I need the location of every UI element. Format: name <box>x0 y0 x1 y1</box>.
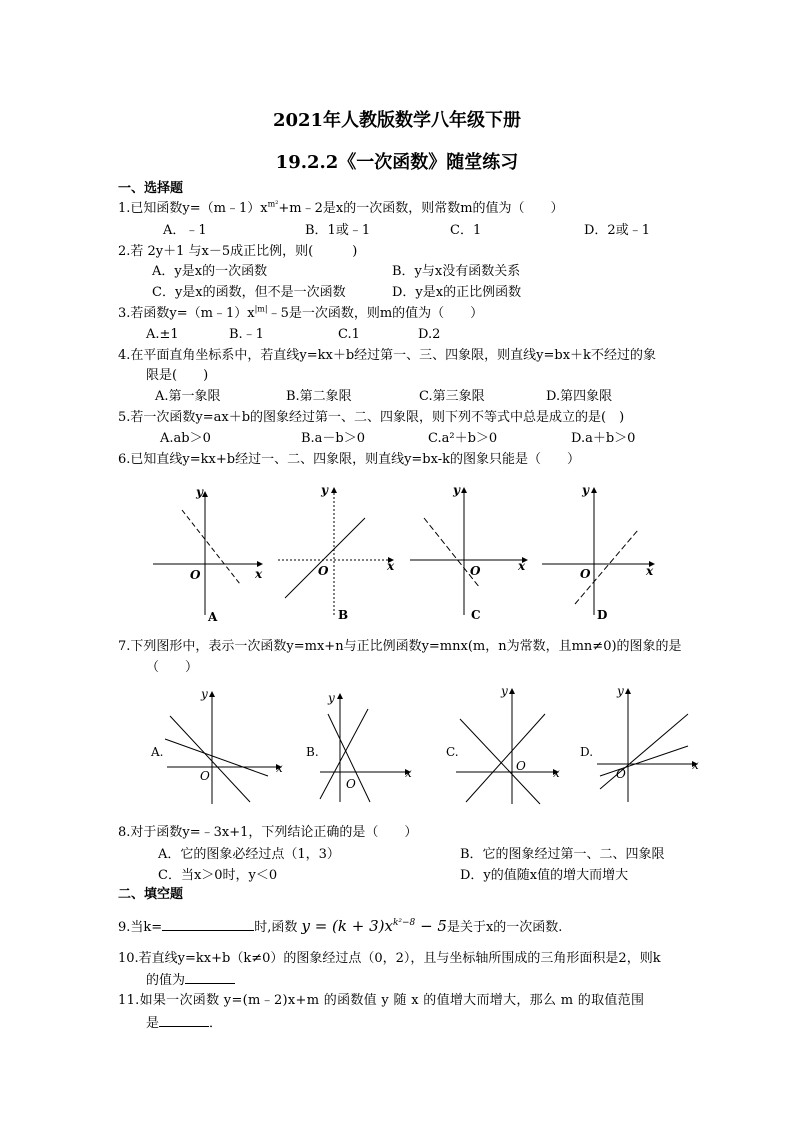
q6-graph-a <box>153 485 263 624</box>
q7-stem-cont: （ ） <box>146 660 199 675</box>
section-choice: 一、选择题 <box>118 181 184 196</box>
q3-option-d: D.2 <box>418 327 441 342</box>
q1-option-a: A．﹣1 <box>163 223 207 238</box>
q4-option-d: D.第四象限 <box>546 389 613 404</box>
q9-blank[interactable] <box>162 918 254 931</box>
q7-stem: 7.下列图形中，表示一次函数y=mx+n与正比例函数y=mnx(m，n为常数，且mn≠0)的图象的是 <box>118 639 682 654</box>
q6-stem: 6.已知直线y=kx+b经过一、二、四象限，则直线y=bx-k的图象只能是（ ） <box>118 452 580 467</box>
q8-option-b: B．它的图象经过第一、二、四象限 <box>460 847 665 862</box>
q6-c-origin: O <box>470 564 481 578</box>
q10-blank[interactable] <box>185 971 235 984</box>
q6-graphs <box>0 480 794 640</box>
q7-label-d: D. <box>580 745 594 759</box>
q3-option-a: A.±1 <box>146 327 179 342</box>
q5-option-a: A.ab＞0 <box>160 431 211 446</box>
q2-stem: 2.若 2y＋1 与x－5成正比例，则( ) <box>118 244 358 259</box>
q8-option-d: D．y的值随x值的增大而增大 <box>460 868 629 883</box>
q8-option-a: A．它的图象必经过点（1，3） <box>158 847 340 862</box>
q9-stem: 9.当k= 时,函数 $y = (k + 3)x^{k^2-8} - 5$是关于x的一次函数. <box>118 917 563 935</box>
q6-d-origin: O <box>580 567 591 581</box>
q4-stem-cont: 限是( ) <box>146 368 209 383</box>
q1-option-c: C．1 <box>450 223 482 238</box>
q5-option-b: B.a－b＞0 <box>301 431 366 446</box>
q7-graph-a <box>150 687 283 804</box>
q9-formula: $y = (k + 3)x^{k^2-8} - 5$ <box>301 917 447 935</box>
q6-a-y-label: y <box>196 485 203 499</box>
q4-option-a: A.第一象限 <box>155 389 221 404</box>
q7-b-x-label: x <box>405 766 412 780</box>
q7-c-x-label: x <box>553 766 560 780</box>
q7-b-y-label: y <box>328 691 335 705</box>
q7-b-origin: O <box>346 777 356 791</box>
q1-option-b: B．1或﹣1 <box>305 223 371 238</box>
q7-graph-c <box>446 684 560 804</box>
q10-stem-cont: 的值为 <box>146 971 235 989</box>
q10-stem: 10.若直线y=kx+b（k≠0）的图象经过点（0，2），且与坐标轴所围成的三角形面积是2，则k <box>118 951 661 966</box>
q5-option-d: D.a＋b＞0 <box>571 431 636 446</box>
q7-a-x-label: x <box>276 761 283 775</box>
q7-d-origin: O <box>616 767 626 781</box>
title-line2: 19.2.2《一次函数》随堂练习 <box>275 152 519 173</box>
q7-a-y-label: y <box>201 687 208 701</box>
q7-a-origin: O <box>200 769 210 783</box>
q6-graph-b <box>278 483 395 622</box>
q11-stem-cont: 是 ． <box>146 1016 223 1031</box>
q6-d-y-label: y <box>582 483 589 497</box>
q7-d-y-label: y <box>617 684 624 698</box>
q6-label-d: D <box>597 608 608 622</box>
q1-stem: 1.已知函数$y=(m﹣1)x^{m^2}+m﹣2$是x的一次函数，则常数m的值为（ ） <box>118 199 564 216</box>
q2-option-a: A．y是x的一次函数 <box>152 264 268 279</box>
q5-stem: 5.若一次函数y=ax＋b的图象经过第一、二、四象限，则下列不等式中总是成立的是( ) <box>118 410 625 425</box>
q7-label-c: C. <box>446 745 459 759</box>
q7-c-origin: O <box>516 759 526 773</box>
q7-graph-b <box>306 691 412 802</box>
q6-c-y-label: y <box>453 483 460 497</box>
q6-a-x-label: x <box>255 567 263 581</box>
q6-b-x-label: x <box>387 559 395 573</box>
q6-b-origin: O <box>318 564 329 578</box>
q4-option-c: C.第三象限 <box>419 389 485 404</box>
q6-d-x-label: x <box>646 564 654 578</box>
q7-label-b: B. <box>306 745 319 759</box>
q1-option-d: D．2或﹣1 <box>584 223 650 238</box>
q6-label-c: C <box>471 608 481 622</box>
q4-stem: 4.在平面直角坐标系中，若直线y=kx＋b经过第一、三、四象限，则直线y=bx＋k不经过的象 <box>118 348 656 363</box>
q3-option-c: C.1 <box>338 327 360 342</box>
q6-a-origin: O <box>190 568 201 582</box>
q5-option-c: C.a²＋b＞0 <box>428 431 498 446</box>
q3-option-b: B.﹣1 <box>229 327 264 342</box>
q11-stem: 11.如果一次函数 y=(m﹣2)x+m 的函数值 y 随 x 的值增大而增大，那么 m 的取值范围 <box>118 993 645 1008</box>
q3-stem: 3.若函数$y=(m﹣1)x^{|m|}﹣5$是一次函数，则m的值为（ ） <box>118 304 484 321</box>
q8-option-c: C．当x＞0时，y＜0 <box>158 868 278 883</box>
q6-label-a: A <box>208 610 218 624</box>
q7-graph-d <box>580 684 699 802</box>
q6-b-y-label: y <box>321 483 328 497</box>
q7-d-x-label: x <box>692 758 699 772</box>
q6-label-b: B <box>338 608 349 622</box>
q6-c-x-label: x <box>518 559 526 573</box>
q7-label-a: A. <box>151 745 164 759</box>
q6-graph-d <box>542 483 654 622</box>
q11-blank[interactable] <box>159 1014 209 1027</box>
q7-c-y-label: y <box>501 684 508 698</box>
q8-stem: 8.对于函数y=﹣3x+1，下列结论正确的是（ ） <box>118 825 418 840</box>
q6-graph-c <box>410 483 527 622</box>
q2-option-c: C．y是x的函数，但不是一次函数 <box>152 285 346 300</box>
q2-option-b: B．y与x没有函数关系 <box>392 264 521 279</box>
q4-option-b: B.第二象限 <box>286 389 352 404</box>
title-line1: 2021年人教版数学八年级下册 <box>272 110 522 131</box>
q2-option-d: D．y是x的正比例函数 <box>392 285 522 300</box>
q7-graphs <box>0 684 794 814</box>
section-fill: 二、填空题 <box>118 887 184 902</box>
